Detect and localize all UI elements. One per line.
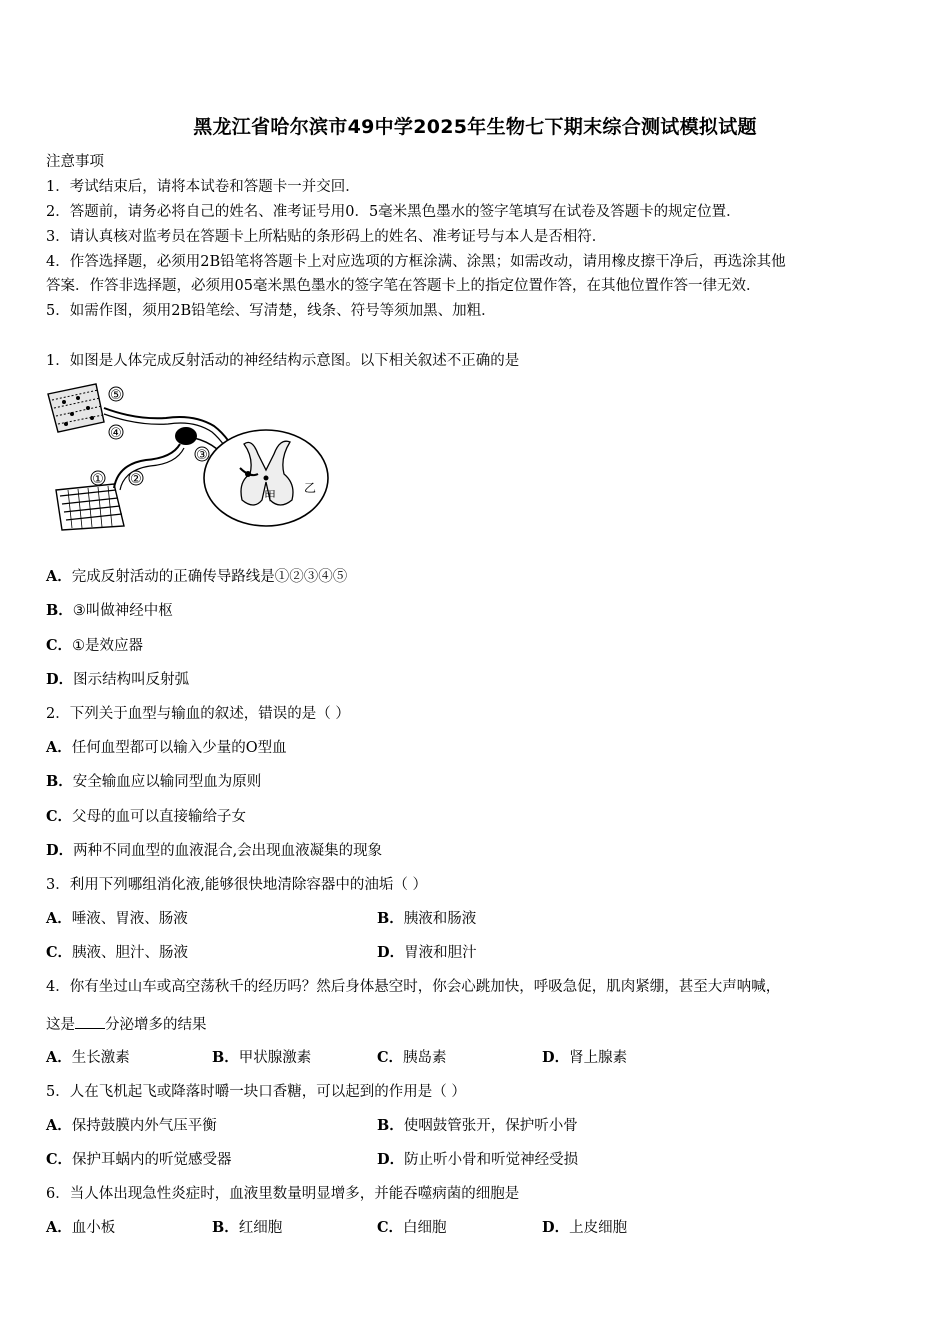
option-b: B．甲状腺激素 [212, 1049, 312, 1066]
option-c: C．胰岛素 [377, 1049, 447, 1066]
option-d: D．两种不同血型的血液混合,会出现血液凝集的现象 [46, 842, 383, 859]
option-d: D．胃液和胆汁 [377, 944, 477, 961]
label-1: ① [92, 472, 104, 487]
ganglion [175, 427, 197, 445]
option-a: A．任何血型都可以输入少量的O型血 [46, 739, 287, 756]
label-2: ② [130, 472, 142, 487]
label-jia: 甲 [263, 489, 277, 503]
question-stem: 4．你有坐过山车或高空荡秋千的经历吗？然后身体悬空时，你会心跳加快，呼吸急促，肌肉紧绷，甚至大声呐喊， [46, 979, 781, 995]
notice-heading: 注意事项 [46, 154, 104, 170]
option-b: B．红细胞 [212, 1219, 283, 1236]
option-a: A．血小板 [46, 1219, 116, 1236]
option-d: D．上皮细胞 [542, 1219, 628, 1236]
option-d: D．图示结构叫反射弧 [46, 671, 190, 688]
label-yi: 乙 [303, 481, 317, 495]
option-d: D．肾上腺素 [542, 1049, 628, 1066]
option-a: A．完成反射活动的正确传导路线是①②③④⑤ [46, 568, 348, 585]
option-b: B．安全输血应以输同型血为原则 [46, 773, 262, 790]
question-stem: 1．如图是人体完成反射活动的神经结构示意图。以下相关叙述不正确的是 [46, 353, 520, 369]
effector-muscle [48, 384, 104, 432]
option-c: C．父母的血可以直接输给子女 [46, 808, 247, 825]
option-b: B．使咽鼓管张开，保护听小骨 [377, 1117, 578, 1134]
question-stem: 3．利用下列哪组消化液,能够很快地清除容器中的油垢（ ） [46, 877, 427, 893]
option-c: C．①是效应器 [46, 637, 144, 654]
option-c: C．保护耳蜗内的听觉感受器 [46, 1151, 232, 1168]
notice-item: 3．请认真核对监考员在答题卡上所粘贴的条形码上的姓名、准考证号与本人是否相符． [46, 229, 607, 245]
option-d: D．防止听小骨和听觉神经受损 [377, 1151, 579, 1168]
option-b: B．③叫做神经中枢 [46, 602, 173, 619]
option-a: A．生长激素 [46, 1049, 130, 1066]
question-stem: 5．人在飞机起飞或降落时嚼一块口香糖，可以起到的作用是（ ） [46, 1084, 466, 1100]
receptor-skin [56, 484, 124, 530]
option-c: C．白细胞 [377, 1219, 447, 1236]
label-3: ③ [196, 448, 208, 463]
notice-item: 答案．作答非选择题，必须用05毫米黑色墨水的签字笔在答题卡上的指定位置作答，在其他位置作答一律无效． [46, 278, 761, 294]
notice-item: 2．答题前，请务必将自己的姓名、准考证号用0．5毫米黑色墨水的签字笔填写在试卷及答题卡的规定位置． [46, 204, 741, 220]
label-4: ④ [110, 426, 122, 441]
label-5: ⑤ [110, 388, 122, 403]
question-stem-continued: 这是 分泌增多的结果 [46, 1014, 207, 1035]
page-title: 黑龙江省哈尔滨市49中学2025年生物七下期末综合测试模拟试题 [193, 116, 757, 138]
option-b: B．胰液和肠液 [377, 910, 477, 927]
notice-item: 5．如需作图，须用2B铅笔绘、写清楚，线条、符号等须加黑、加粗． [46, 303, 496, 319]
notice-item: 4．作答选择题，必须用2B铅笔将答题卡上对应选项的方框涂满、涂黑；如需改动，请用橡皮擦干净后，再选涂其他 [46, 254, 786, 270]
option-a: A．保持鼓膜内外气压平衡 [46, 1117, 217, 1134]
option-c: C．胰液、胆汁、肠液 [46, 944, 189, 961]
option-a: A．唾液、胃液、肠液 [46, 910, 188, 927]
question-stem: 6．当人体出现急性炎症时，血液里数量明显增多，并能吞噬病菌的细胞是 [46, 1186, 520, 1202]
reflex-arc-diagram [44, 378, 336, 536]
notice-item: 1．考试结束后，请将本试卷和答题卡一并交回． [46, 179, 360, 195]
question-stem: 2．下列关于血型与输血的叙述，错误的是（ ） [46, 706, 350, 722]
fill-blank [75, 1014, 105, 1029]
